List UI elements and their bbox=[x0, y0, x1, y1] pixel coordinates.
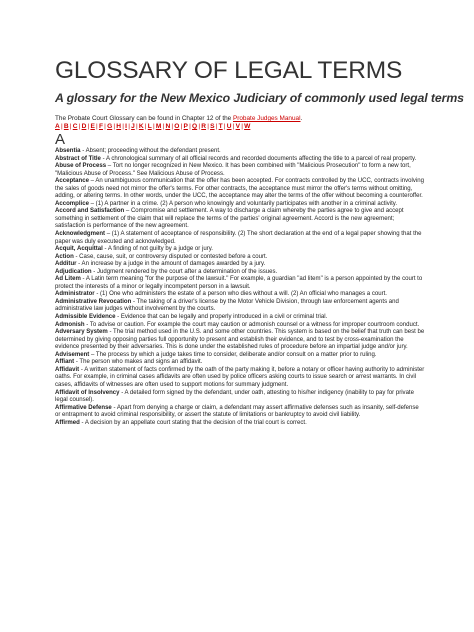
glossary-entry bbox=[55, 246, 425, 254]
glossary-entry bbox=[55, 390, 425, 405]
letter-separator: | bbox=[198, 123, 201, 130]
glossary-entry bbox=[55, 367, 425, 390]
glossary-term: Abstract of Title bbox=[55, 155, 101, 162]
glossary-entry bbox=[55, 261, 425, 269]
glossary-term: Advisement bbox=[55, 351, 90, 358]
letter-separator: | bbox=[104, 123, 106, 130]
letter-separator: | bbox=[152, 123, 155, 130]
letter-index-nav bbox=[55, 123, 425, 131]
letter-separator: | bbox=[232, 123, 235, 130]
glossary-term: Accomplice bbox=[55, 200, 89, 207]
glossary-entry bbox=[55, 299, 425, 314]
glossary-definition: - A written statement of facts confirmed by the oath of the party making it, before a notary or officer having authority to administer oaths. For example, in criminal cases affidavits are often used by police officers asking courts to issue search or arrest warrants. In civil cases, affidavits of witnesses are often used to support motions for summary judgment. bbox=[55, 366, 425, 388]
glossary-term: Admonish bbox=[55, 321, 85, 328]
glossary-entry bbox=[55, 208, 425, 231]
letter-link-q[interactable]: Q bbox=[192, 123, 198, 130]
glossary-definition: - A detailed form signed by the defendant, under oath, attesting to his/her indigency (inability to pay for private legal counsel). bbox=[55, 389, 414, 404]
letter-link-c[interactable]: C bbox=[72, 123, 78, 130]
letter-link-l[interactable]: L bbox=[147, 123, 152, 130]
glossary-entry bbox=[55, 352, 425, 360]
glossary-term: Affidavit bbox=[55, 366, 80, 373]
glossary-term: Affirmed bbox=[55, 419, 80, 426]
glossary-definition: – The process by which a judge takes time to consider, deliberate and/or consult on a matter prior to ruling. bbox=[89, 351, 377, 358]
glossary-definition: - The taking of a driver's license by the Motor Vehicle Division, through law enforcement agents and administrative law judges without involvement by the courts. bbox=[55, 298, 399, 313]
letter-link-s[interactable]: S bbox=[210, 123, 215, 130]
letter-separator: | bbox=[223, 123, 226, 130]
glossary-entry bbox=[55, 314, 425, 322]
letter-separator: | bbox=[207, 123, 209, 130]
letter-link-e[interactable]: E bbox=[90, 123, 95, 130]
intro-text: The Probate Court Glossary can be found in Chapter 12 of the bbox=[55, 115, 233, 122]
glossary-term: Absentia bbox=[55, 148, 81, 154]
letter-link-w[interactable]: W bbox=[244, 123, 251, 130]
letter-link-u[interactable]: U bbox=[226, 123, 232, 130]
glossary-entry bbox=[55, 276, 425, 291]
glossary-entry bbox=[55, 201, 425, 209]
letter-link-d[interactable]: D bbox=[81, 123, 87, 130]
glossary-entry bbox=[55, 254, 425, 262]
glossary-content bbox=[55, 57, 464, 427]
glossary-term: Admissible Evidence bbox=[55, 314, 116, 321]
letter-separator: | bbox=[241, 123, 243, 130]
letter-separator: | bbox=[171, 123, 174, 130]
glossary-definition: - A Latin term meaning "for the purpose of the lawsuit." For example, a guardian "ad litem" is a person appointed by the court to protect the interests of a minor or legally incompetent person in a lawsuit. bbox=[55, 276, 423, 290]
glossary-definition: - An increase by a judge in the amount of damages awarded by a jury. bbox=[76, 261, 266, 268]
glossary-definition: – (1) A statement of acceptance of responsibility. (2) The short declaration at the end of a legal paper showing that the paper was duly executed and acknowledged. bbox=[55, 231, 422, 245]
glossary-term: Additur bbox=[55, 261, 77, 268]
intro-text-end: . bbox=[300, 115, 303, 122]
glossary-definition: - (1) One who administers the estate of a person who dies without a will. (2) An official who manages a court. bbox=[94, 291, 387, 298]
glossary-term: Affirmative Defense bbox=[55, 404, 112, 411]
page-title: GLOSSARY OF LEGAL TERMS bbox=[55, 57, 403, 84]
letter-separator: | bbox=[87, 123, 90, 130]
letter-link-t[interactable]: T bbox=[218, 123, 223, 130]
letter-link-r[interactable]: R bbox=[201, 123, 207, 130]
glossary-entry bbox=[55, 420, 425, 428]
letter-link-p[interactable]: P bbox=[183, 123, 188, 130]
letter-separator: | bbox=[113, 123, 116, 130]
letter-separator: | bbox=[162, 123, 165, 130]
glossary-entry bbox=[55, 405, 425, 420]
glossary-definition: – An unambiguous communication that the offer has been accepted. For contracts controlled by the UCC, contracts involving the sales of goods need not mirror the offer's terms. For other contracts, the acceptance must mirror the offer's terms without omitting, adding, or altering terms. In other words, under the UCC, the acceptance may alter the terms of the offer without becoming a counteroffer. bbox=[55, 178, 424, 200]
letter-link-f[interactable]: F bbox=[98, 123, 103, 130]
letter-separator: | bbox=[128, 123, 130, 130]
glossary-entry bbox=[55, 291, 425, 299]
letter-separator: | bbox=[96, 123, 98, 130]
glossary-term: Accord and Satisfaction bbox=[55, 208, 125, 215]
glossary-entry bbox=[55, 163, 425, 178]
letter-link-h[interactable]: H bbox=[116, 123, 122, 130]
glossary-definition: – Tort no longer recognized in New Mexico. It has been combined with "Malicious Prosecution" to form a new tort, "Malicious Abuse of Process." See Malicious Abuse of Process. bbox=[55, 163, 411, 177]
letter-separator: | bbox=[78, 123, 81, 130]
glossary-entry bbox=[55, 269, 425, 277]
glossary-term: Acceptance bbox=[55, 178, 89, 185]
letter-link-v[interactable]: V bbox=[235, 123, 241, 130]
glossary-definition: - Judgment rendered by the court after a determination of the issues. bbox=[91, 268, 278, 275]
glossary-definition: - To advise or caution. For example the court may caution or admonish counsel or a witness for improper courtroom conduct. bbox=[84, 321, 420, 328]
glossary-term: Ad Litem bbox=[55, 276, 81, 283]
letter-link-m[interactable]: M bbox=[155, 123, 162, 130]
glossary-term: Affiant bbox=[55, 359, 75, 366]
glossary-entry bbox=[55, 359, 425, 367]
glossary-definition: - A chronological summary of all official records and recorded documents affecting the title to a parcel of real property. bbox=[100, 155, 417, 162]
letter-link-n[interactable]: N bbox=[165, 123, 171, 130]
glossary-entries bbox=[55, 148, 425, 427]
letter-separator: | bbox=[144, 123, 147, 130]
page-subtitle: A glossary for the New Mexico Judiciary of commonly used legal terms bbox=[55, 91, 464, 105]
letter-separator: | bbox=[69, 123, 72, 130]
glossary-entry bbox=[55, 329, 425, 352]
glossary-term: Administrative Revocation bbox=[55, 298, 132, 305]
glossary-definition: - Absent; proceeding without the defendant present. bbox=[80, 148, 221, 154]
glossary-entry bbox=[55, 322, 425, 330]
glossary-term: Adjudication bbox=[55, 268, 92, 275]
glossary-entry bbox=[55, 178, 425, 201]
glossary-definition: – (1) A partner in a crime. (2) A person who knowingly and voluntarily participates with another in a criminal activity. bbox=[88, 200, 398, 207]
glossary-term: Administrator bbox=[55, 291, 95, 298]
glossary-definition: - Evidence that can be legally and properly introduced in a civil or criminal trial. bbox=[115, 314, 328, 321]
glossary-entry bbox=[55, 231, 425, 246]
glossary-term: Acknowledgment bbox=[55, 231, 106, 238]
glossary-term: Acquit, Acquittal bbox=[55, 246, 103, 253]
letter-separator: | bbox=[135, 123, 138, 130]
glossary-definition: - Case, cause, suit, or controversy disputed or contested before a court. bbox=[73, 253, 268, 260]
letter-separator: | bbox=[122, 123, 124, 130]
letter-link-b[interactable]: B bbox=[63, 123, 69, 130]
glossary-definition: – Compromise and settlement. A way to discharge a claim whereby the parties agree to give and accept something in settlement of the claim that will replace the terms of the parties' original agreement. Accord is the new agreement; satisfaction is performance of the new agreement. bbox=[55, 208, 404, 230]
section-letter-heading: A bbox=[55, 131, 66, 148]
glossary-entry bbox=[55, 156, 425, 164]
glossary-definition: - A decision by an appellate court stating that the decision of the trial court is correct. bbox=[79, 419, 307, 426]
glossary-term: Adversary System bbox=[55, 329, 108, 336]
probate-judges-manual-link[interactable]: Probate Judges Manual bbox=[232, 115, 301, 122]
letter-link-i[interactable]: I bbox=[125, 123, 127, 130]
letter-link-k[interactable]: K bbox=[138, 123, 144, 130]
letter-separator: | bbox=[60, 123, 63, 130]
glossary-definition: - Apart from denying a charge or claim, a defendant may assert affirmative defenses such as insanity, self-defense or entrapment to avoid criminal responsibility, or assert the statute of limitations or bankruptcy to avoid civil liability. bbox=[55, 404, 419, 419]
letter-link-a[interactable]: A bbox=[55, 123, 60, 130]
glossary-definition: - The person who makes and signs an affidavit. bbox=[74, 359, 203, 366]
intro-paragraph bbox=[55, 115, 425, 123]
letter-separator: | bbox=[215, 123, 218, 130]
letter-link-o[interactable]: O bbox=[174, 123, 180, 130]
glossary-entry bbox=[55, 148, 425, 156]
letter-separator: | bbox=[180, 123, 183, 130]
letter-link-j[interactable]: J bbox=[131, 123, 135, 130]
glossary-term: Affidavit of Insolvency bbox=[55, 389, 120, 396]
glossary-term: Action bbox=[55, 253, 74, 260]
glossary-term: Abuse of Process bbox=[55, 163, 107, 170]
letter-separator: | bbox=[189, 123, 191, 130]
letter-link-g[interactable]: G bbox=[107, 123, 113, 130]
glossary-definition: - A finding of not guilty by a judge or jury. bbox=[102, 246, 213, 253]
glossary-definition: - The trial method used in the U.S. and some other countries. This system is based on the belief that truth can best be determined by giving opposing parties full opportunity to present and establish their evidence, and to test by cross-examination the evidence presented by their adversaries. This is done under the established rules of procedure before an impartial judge and/or jury. bbox=[55, 329, 425, 351]
